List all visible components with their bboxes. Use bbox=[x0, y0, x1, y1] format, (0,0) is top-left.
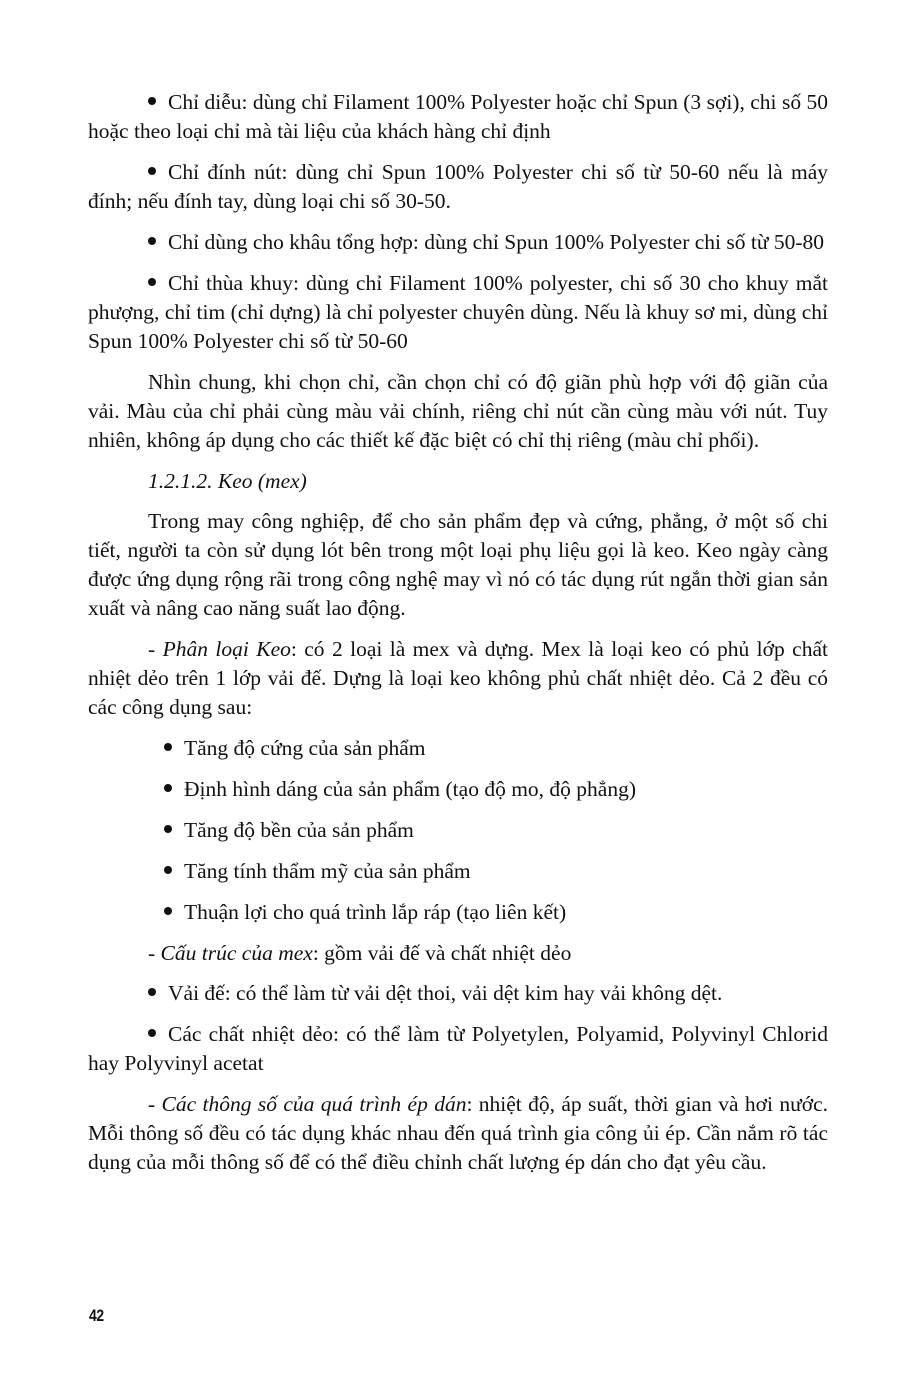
bullet-icon bbox=[164, 907, 172, 915]
use-item bbox=[88, 775, 828, 804]
bullet-icon bbox=[148, 97, 156, 105]
dash-prefix: - bbox=[148, 941, 161, 965]
bullet-icon bbox=[164, 784, 172, 792]
bullet-icon bbox=[164, 743, 172, 751]
use-item bbox=[88, 734, 828, 763]
bullet-paragraph-thread-2 bbox=[88, 158, 828, 216]
page-body bbox=[88, 88, 828, 1177]
use-item-text: Tăng tính thẩm mỹ của sản phẩm bbox=[184, 859, 471, 883]
params-label: Các thông số của quá trình ép dán bbox=[161, 1092, 467, 1116]
structure-item-text: Vải đế: có thể làm từ vải dệt thoi, vải dệt kim hay vải không dệt. bbox=[168, 981, 723, 1005]
use-item-text: Tăng độ cứng của sản phẩm bbox=[184, 736, 426, 760]
classification-text: : có 2 loại là mex và dựng. Mex là loại keo có phủ lớp chất nhiệt dẻo trên 1 lớp vải đế. Dựng là loại keo không phủ chất nhiệt dẻo. Cả 2 đều có các công dụng sau: bbox=[88, 637, 828, 719]
section-heading: 1.2.1.2. Keo (mex) bbox=[148, 469, 307, 493]
dash-prefix: - bbox=[148, 637, 163, 661]
use-item-text: Định hình dáng của sản phẩm (tạo độ mo, độ phẳng) bbox=[184, 777, 637, 801]
summary-paragraph: Nhìn chung, khi chọn chỉ, cần chọn chỉ có độ giãn phù hợp với độ giãn của vải. Màu của chỉ phải cùng màu vải chính, riêng chỉ nút cần cùng màu với nút. Tuy nhiên, không áp dụng cho các thiết kế đặc biệt có chỉ thị riêng (màu chỉ phối). bbox=[88, 370, 828, 452]
use-item bbox=[88, 857, 828, 886]
structure-item bbox=[88, 979, 828, 1008]
bullet-icon bbox=[148, 1029, 156, 1037]
dash-prefix: - bbox=[148, 1092, 162, 1116]
classification-label: Phân loại Keo bbox=[162, 637, 291, 661]
structure-text: : gồm vải đế và chất nhiệt dẻo bbox=[312, 941, 572, 965]
bullet-paragraph-thread-4 bbox=[88, 269, 828, 356]
structure-label: Cấu trúc của mex bbox=[160, 941, 313, 965]
use-item-text: Tăng độ bền của sản phẩm bbox=[184, 818, 414, 842]
classification-paragraph bbox=[88, 635, 828, 722]
bullet-icon bbox=[148, 237, 156, 245]
keo-intro-paragraph: Trong may công nghiệp, để cho sản phẩm đẹp và cứng, phẳng, ở một số chi tiết, người ta còn sử dụng lót bên trong một loại phụ liệu gọi là keo. Keo ngày càng được ứng dụng rộng rãi trong công nghệ may vì nó có tác dụng rút ngắn thời gian sản xuất và nâng cao năng suất lao động. bbox=[88, 509, 828, 620]
use-item bbox=[88, 816, 828, 845]
structure-paragraph bbox=[88, 939, 828, 968]
bullet-text: Chỉ đính nút: dùng chỉ Spun 100% Polyester chi số từ 50-60 nếu là máy đính; nếu đính tay, dùng loại chi số 30-50. bbox=[88, 160, 828, 213]
bullet-paragraph-thread-3 bbox=[88, 228, 828, 257]
bullet-icon bbox=[164, 866, 172, 874]
structure-item bbox=[88, 1020, 828, 1078]
params-text: : nhiệt độ, áp suất, thời gian và hơi nước. Mỗi thông số đều có tác dụng khác nhau đến quá trình gia công ủi ép. Cần nắm rõ tác dụng của mỗi thông số để có thể điều chỉnh chất lượng ép dán cho đạt yêu cầu. bbox=[88, 1092, 829, 1174]
bullet-icon bbox=[164, 825, 172, 833]
bullet-icon bbox=[148, 167, 156, 175]
bullet-text: Chỉ dùng cho khâu tổng hợp: dùng chỉ Spun 100% Polyester chi số từ 50-80 bbox=[168, 230, 825, 254]
use-item bbox=[88, 898, 828, 927]
params-paragraph bbox=[88, 1090, 828, 1177]
structure-item-text: Các chất nhiệt dẻo: có thể làm từ Polyetylen, Polyamid, Polyvinyl Chlorid hay Polyvinyl acetat bbox=[88, 1022, 828, 1075]
bullet-paragraph-thread-1 bbox=[88, 88, 828, 146]
bullet-text: Chỉ diễu: dùng chỉ Filament 100% Polyester hoặc chỉ Spun (3 sợi), chi số 50 hoặc theo loại chỉ mà tài liệu của khách hàng chỉ định bbox=[88, 90, 828, 143]
page-number: 42 bbox=[89, 1306, 104, 1325]
bullet-icon bbox=[148, 988, 156, 996]
bullet-icon bbox=[148, 278, 156, 286]
bullet-text: Chỉ thùa khuy: dùng chỉ Filament 100% polyester, chi số 30 cho khuy mắt phượng, chỉ tim (chỉ dựng) là chỉ polyester chuyên dùng. Nếu là khuy sơ mi, dùng chỉ Spun 100% Polyester chi số từ 50-60 bbox=[88, 271, 828, 353]
use-item-text: Thuận lợi cho quá trình lắp ráp (tạo liên kết) bbox=[184, 900, 567, 924]
